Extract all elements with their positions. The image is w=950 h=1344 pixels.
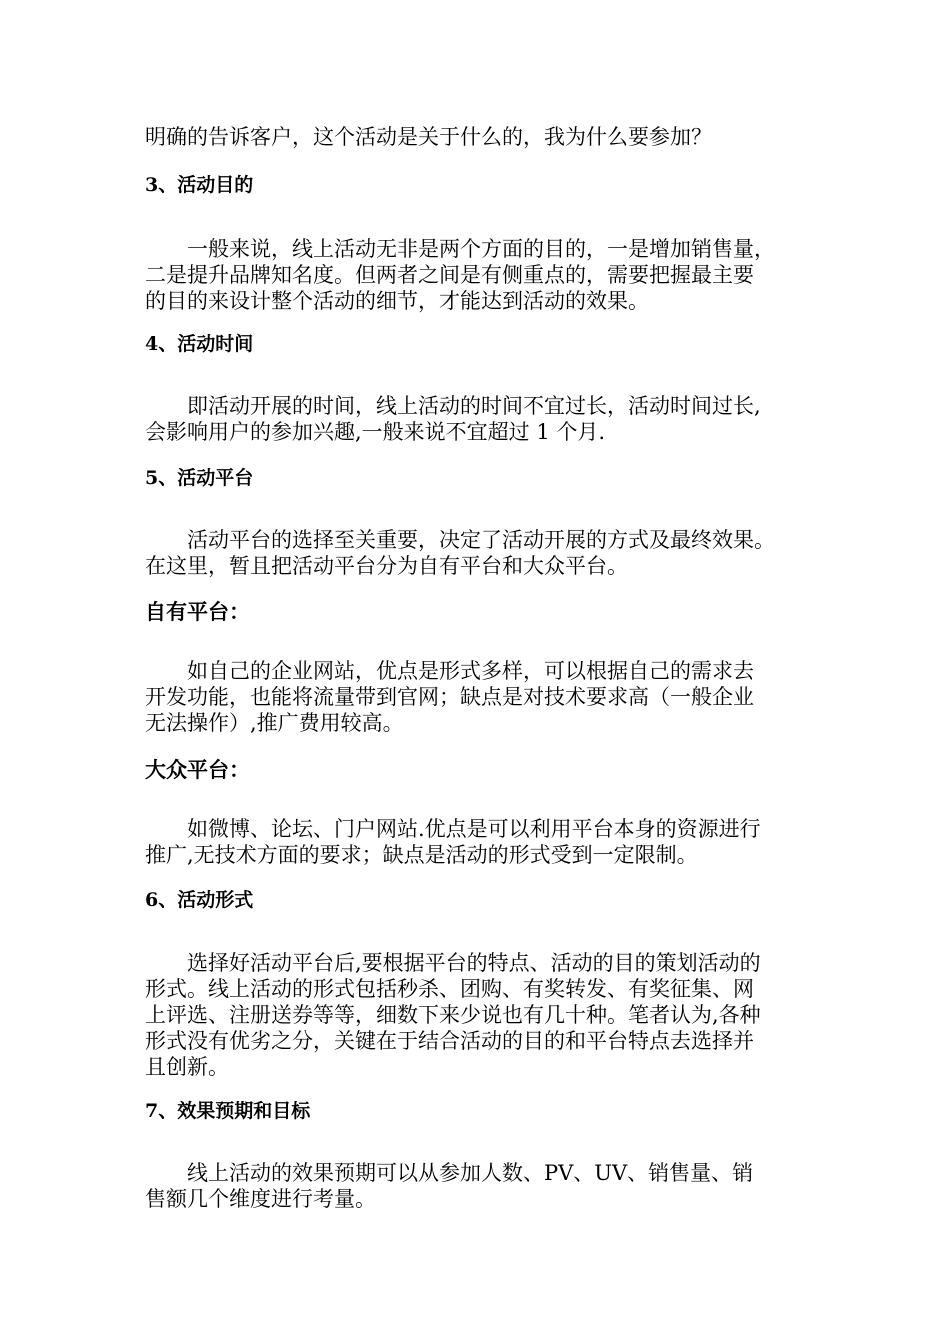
section-heading-format: 6、活动形式 bbox=[145, 889, 254, 911]
section-heading-purpose: 3、活动目的 bbox=[145, 174, 254, 196]
intro-line: 明确的告诉客户，这个活动是关于什么的，我为什么要参加？ bbox=[145, 125, 712, 149]
paragraph-line: 上评选、注册送券等等，细数下来少说也有几十种。笔者认为,各种 bbox=[145, 1003, 761, 1027]
paragraph-line: 选择好活动平台后,要根据平台的特点、活动的目的策划活动的 bbox=[187, 951, 761, 975]
section-heading-time: 4、活动时间 bbox=[145, 333, 254, 355]
section-heading-expectation: 7、效果预期和目标 bbox=[145, 1100, 311, 1122]
paragraph-line: 活动平台的选择至关重要，决定了活动开展的方式及最终效果。 bbox=[187, 528, 775, 552]
paragraph-line: 会影响用户的参加兴趣,一般来说不宜超过 1 个月. bbox=[145, 420, 606, 444]
paragraph-line: 且创新。 bbox=[145, 1055, 229, 1079]
paragraph-line: 如自己的企业网站，优点是形式多样，可以根据自己的需求去 bbox=[187, 659, 754, 683]
paragraph-line: 即活动开展的时间，线上活动的时间不宜过长，活动时间过长, bbox=[187, 394, 761, 418]
paragraph-line: 开发功能，也能将流量带到官网；缺点是对技术要求高（一般企业 bbox=[145, 685, 754, 709]
subheading-public-platform: 大众平台： bbox=[145, 757, 250, 782]
paragraph-line: 二是提升品牌知名度。但两者之间是有侧重点的，需要把握最主要 bbox=[145, 263, 754, 287]
paragraph-line: 形式。线上活动的形式包括秒杀、团购、有奖转发、有奖征集、网 bbox=[145, 977, 754, 1001]
paragraph-line: 形式没有优劣之分，关键在于结合活动的目的和平台特点去选择并 bbox=[145, 1029, 754, 1053]
paragraph-line: 一般来说，线上活动无非是两个方面的目的，一是增加销售量， bbox=[187, 237, 775, 261]
paragraph-line: 如微博、论坛、门户网站.优点是可以利用平台本身的资源进行 bbox=[187, 817, 761, 841]
paragraph-line: 无法操作）,推广费用较高。 bbox=[145, 711, 404, 735]
subheading-own-platform: 自有平台： bbox=[145, 599, 250, 624]
section-heading-platform: 5、活动平台 bbox=[145, 467, 254, 489]
paragraph-line: 线上活动的效果预期可以从参加人数、PV、UV、销售量、销 bbox=[187, 1161, 754, 1185]
paragraph-line: 推广,无技术方面的要求；缺点是活动的形式受到一定限制。 bbox=[145, 843, 698, 867]
paragraph-line: 在这里，暂且把活动平台分为自有平台和大众平台。 bbox=[145, 554, 628, 578]
paragraph-line: 的目的来设计整个活动的细节，才能达到活动的效果。 bbox=[145, 289, 649, 313]
paragraph-line: 售额几个维度进行考量。 bbox=[145, 1187, 376, 1211]
